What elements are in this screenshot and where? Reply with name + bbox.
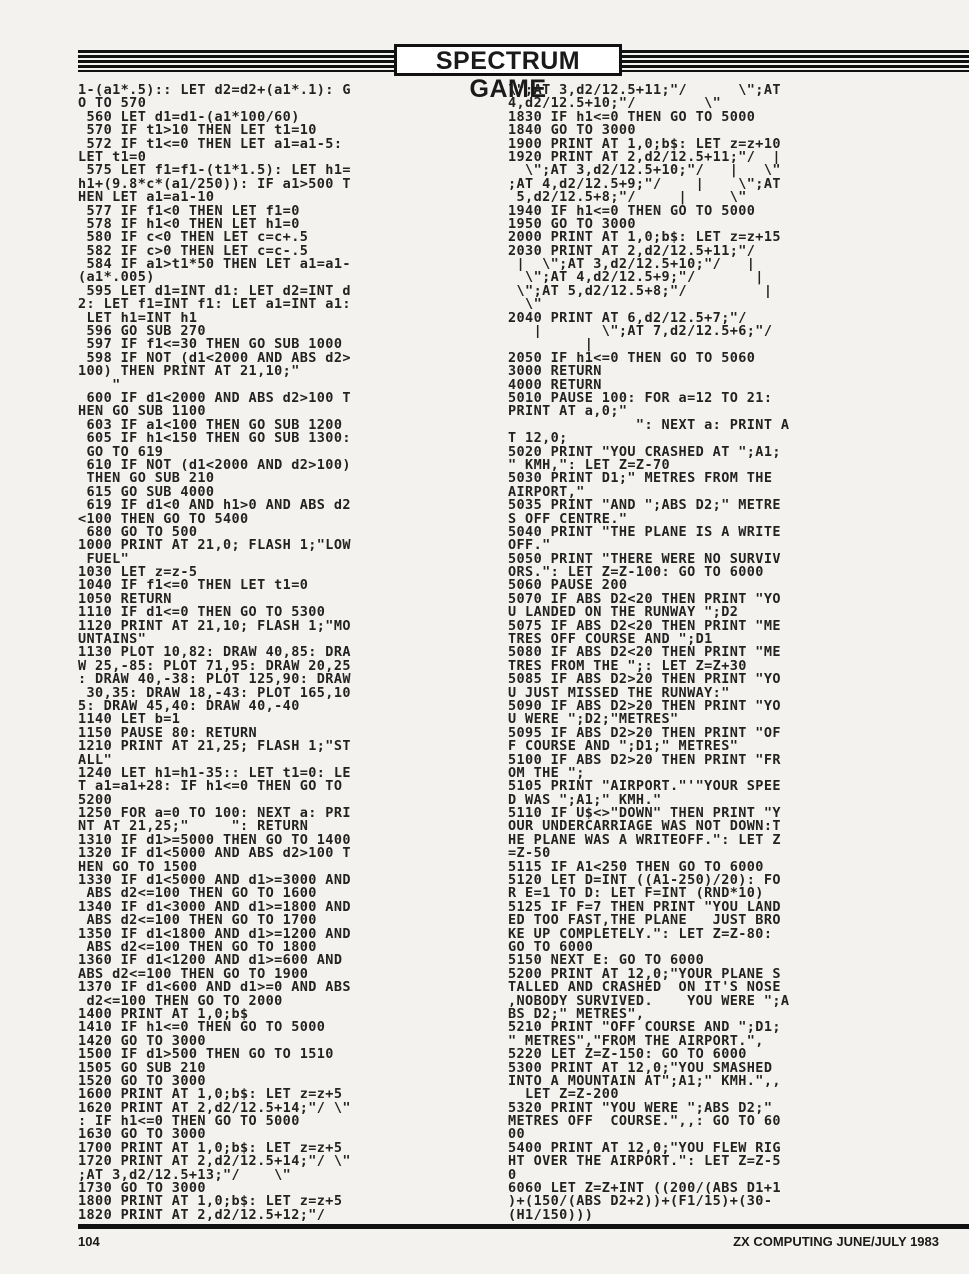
listing-line: TALLED AND CRASHED ON IT'S NOSE	[508, 981, 781, 995]
listing-line: 5120 LET D=INT ((A1-250)/20): FO	[508, 874, 781, 888]
listing-line: 1950 GO TO 3000	[508, 217, 636, 232]
listing-line: ": NEXT a: PRINT A	[508, 418, 790, 433]
listing-line: OM THE ";	[508, 766, 585, 781]
listing-line: 1370 IF d1<600 AND d1>=0 AND ABS	[78, 981, 351, 995]
listing-line: 580 IF c<0 THEN LET c=c+.5	[78, 231, 309, 245]
listing-line: 575 LET f1=f1-(t1*1.5): LET h1=	[78, 164, 351, 178]
listing-line: T 12,0;	[508, 432, 568, 446]
listing-line: ABS d2<=100 THEN GO TO 1800	[78, 941, 317, 955]
listing-line: 1140 LET b=1	[78, 713, 181, 727]
listing-line: OUR UNDERCARRIAGE WAS NOT DOWN:T	[508, 820, 781, 834]
listing-line: 600 IF d1<2000 AND ABS d2>100 T	[78, 391, 351, 406]
listing-line: 1330 IF d1<5000 AND d1>=3000 AND	[78, 874, 351, 888]
listing-line: ;AT 4,d2/12.5+9;"/ | \";AT	[508, 177, 781, 192]
listing-line: ;AT 3,d2/12.5+13;"/ \"	[78, 1168, 292, 1183]
listing-line: \";AT 3,d2/12.5+10;"/ | \"	[508, 164, 781, 178]
listing-line: \";AT 5,d2/12.5+8;"/ |	[508, 284, 773, 299]
listing-line: ALL"	[78, 753, 113, 767]
listing-line: BS D2;" METRES",	[508, 1007, 645, 1022]
listing-line: 5085 IF ABS D2>20 THEN PRINT "YO	[508, 673, 781, 687]
listing-line: 1505 GO SUB 210	[78, 1061, 206, 1075]
listing-line: ORS.": LET Z=Z-100: GO TO 6000	[508, 566, 764, 580]
listing-line: NT AT 21,25;" ": RETURN	[78, 820, 309, 834]
listing-line: |	[508, 338, 594, 352]
listing-line: 1210 PRINT AT 21,25; FLASH 1;"ST	[78, 740, 351, 754]
listing-line: HE PLANE WAS A WRITEOFF.": LET Z	[508, 833, 781, 848]
listing-line: UNTAINS"	[78, 633, 147, 647]
listing-line: LET Z=Z-200	[508, 1088, 619, 1102]
listing-line: 610 IF NOT (d1<2000 AND d2>100)	[78, 458, 351, 473]
listing-line: 5400 PRINT AT 12,0;"YOU FLEW RIG	[508, 1141, 781, 1156]
listing-line: 1800 PRINT AT 1,0;b$: LET z=z+5	[78, 1195, 343, 1209]
listing-line: | \";AT 7,d2/12.5+6;"/	[508, 325, 773, 339]
listing-line: 1820 PRINT AT 2,d2/12.5+12;"/	[78, 1208, 326, 1223]
listing-line: 5105 PRINT "AIRPORT."'"YOUR SPEE	[508, 780, 781, 794]
listing-line: HEN GO SUB 1100	[78, 405, 206, 419]
listing-line: U LANDED ON THE RUNWAY ";D2	[508, 606, 739, 620]
listing-line: ABS d2<=100 THEN GO TO 1600	[78, 887, 317, 901]
listing-line: F COURSE AND ";D1;" METRES"	[508, 740, 739, 754]
listing-line: THEN GO SUB 210	[78, 472, 215, 486]
listing-line: 2000 PRINT AT 1,0;b$: LET z=z+15	[508, 231, 781, 245]
listing-line: \";AT 3,d2/12.5+11;"/ \";AT	[508, 84, 781, 98]
listing-line: 5100 IF ABS D2>20 THEN PRINT "FR	[508, 753, 781, 767]
listing-line: 5035 PRINT "AND ";ABS D2;" METRE	[508, 499, 781, 513]
listing-line: 1720 PRINT AT 2,d2/12.5+14;"/ \"	[78, 1155, 351, 1169]
listing-line: 00	[508, 1128, 526, 1142]
listing-line: 1920 PRINT AT 2,d2/12.5+11;"/ |	[508, 150, 781, 165]
listing-line: TRES OFF COURSE AND ";D1	[508, 633, 713, 647]
listing-line: 5060 PAUSE 200	[508, 579, 628, 593]
listing-line: O TO 570	[78, 97, 147, 111]
listing-line: 5320 PRINT "YOU WERE ";ABS D2;"	[508, 1101, 773, 1116]
listing-line: 560 LET d1=d1-(a1*100/60)	[78, 110, 300, 125]
listing-line: METRES OFF COURSE.",,: GO TO 60	[508, 1115, 781, 1129]
listing-line: 615 GO SUB 4000	[78, 485, 215, 500]
listing-line: 1700 PRINT AT 1,0;b$: LET z=z+5	[78, 1141, 343, 1156]
listing-line: 2: LET f1=INT f1: LET a1=INT a1:	[78, 298, 351, 312]
listing-line: 5200	[78, 793, 113, 808]
listing-line: \";AT 4,d2/12.5+9;"/ |	[508, 271, 764, 285]
listing-line: 0	[508, 1168, 517, 1183]
listing-line: INTO A MOUNTAIN AT";A1;" KMH.",,	[508, 1074, 781, 1089]
listing-line: 1050 RETURN	[78, 592, 172, 607]
listing-line: FUEL"	[78, 552, 130, 567]
listing-line: 572 IF t1<=0 THEN LET a1=a1-5:	[78, 137, 343, 151]
section-title: SPECTRUM GAME	[394, 44, 622, 76]
listing-line: 5095 IF ABS D2>20 THEN PRINT "OF	[508, 726, 781, 741]
listing-line: 603 IF a1<100 THEN GO SUB 1200	[78, 418, 343, 433]
listing-line: 2050 IF h1<=0 THEN GO TO 5060	[508, 351, 756, 366]
listing-line: 1340 IF d1<3000 AND d1>=1800 AND	[78, 900, 351, 915]
listing-line: 595 LET d1=INT d1: LET d2=INT d	[78, 284, 351, 299]
listing-line: 578 IF h1<0 THEN LET h1=0	[78, 217, 300, 232]
listing-line: 1830 IF h1<=0 THEN GO TO 5000	[508, 110, 756, 125]
listing-line: 5040 PRINT "THE PLANE IS A WRITE	[508, 525, 781, 540]
listing-line: U WERE ";D2;"METRES"	[508, 713, 679, 727]
listing-line: ,NOBODY SURVIVED. YOU WERE ";A	[508, 994, 790, 1008]
listing-line: HT OVER THE AIRPORT.": LET Z=Z-5	[508, 1155, 781, 1169]
magazine-credit: ZX COMPUTING JUNE/JULY 1983	[733, 1234, 939, 1249]
listing-line: GO TO 6000	[508, 941, 594, 955]
listing-line: 570 IF t1>10 THEN LET t1=10	[78, 124, 317, 138]
listing-line: 680 GO TO 500	[78, 525, 198, 540]
listing-line: 4,d2/12.5+10;"/ \"	[508, 97, 722, 111]
listing-right-column	[508, 84, 948, 1222]
listing-line: 1320 IF d1<5000 AND ABS d2>100 T	[78, 847, 351, 861]
listing-line: 1030 LET z=z-5	[78, 566, 198, 580]
listing-line: : DRAW 40,-38: PLOT 125,90: DRAW	[78, 673, 351, 687]
listing-line: 1900 PRINT AT 1,0;b$: LET z=z+10	[508, 137, 781, 151]
listing-line: 5210 PRINT "OFF COURSE AND ";D1;	[508, 1021, 781, 1035]
listing-line: 2030 PRINT AT 2,d2/12.5+11;"/	[508, 244, 756, 259]
listing-line: 5150 NEXT E: GO TO 6000	[508, 954, 705, 968]
listing-line: OFF."	[508, 539, 551, 553]
listing-line: ED TOO FAST,THE PLANE JUST BRO	[508, 914, 781, 928]
listing-line: 5200 PRINT AT 12,0;"YOUR PLANE S	[508, 967, 781, 982]
listing-line: 5115 IF A1<250 THEN GO TO 6000	[508, 860, 764, 875]
listing-line: )+(150/(ABS D2+2))+(F1/15)+(30-	[508, 1195, 773, 1209]
listing-line: | \";AT 3,d2/12.5+10;"/ |	[508, 258, 756, 272]
listing-line: 5090 IF ABS D2>20 THEN PRINT "YO	[508, 699, 781, 714]
listing-line: (H1/150)))	[508, 1208, 594, 1223]
listing-line: 1310 IF d1>=5000 THEN GO TO 1400	[78, 833, 351, 848]
listing-line: " KMH,": LET Z=Z-70	[508, 458, 671, 473]
listing-line: 4000 RETURN	[508, 378, 602, 392]
listing-line: 5020 PRINT "YOU CRASHED AT ";A1;	[508, 445, 781, 459]
listing-line: 5080 IF ABS D2<20 THEN PRINT "ME	[508, 646, 781, 660]
listing-line: 582 IF c>0 THEN LET c=c-.5	[78, 244, 309, 259]
listing-line: 5010 PAUSE 100: FOR a=12 TO 21:	[508, 391, 773, 406]
listing-line: =Z-50	[508, 847, 551, 861]
listing-line: 3000 RETURN	[508, 365, 602, 379]
listing-line: U JUST MISSED THE RUNWAY:"	[508, 686, 730, 700]
page-number: 104	[78, 1234, 100, 1249]
listing-line: 1040 IF f1<=0 THEN LET t1=0	[78, 579, 309, 593]
listing-line: 1000 PRINT AT 21,0; FLASH 1;"LOW	[78, 539, 351, 553]
listing-line: 584 IF a1>t1*50 THEN LET a1=a1-	[78, 258, 351, 272]
listing-line: 5070 IF ABS D2<20 THEN PRINT "YO	[508, 592, 781, 607]
listing-line: " METRES","FROM THE AIRPORT.",	[508, 1034, 764, 1049]
listing-line: 1500 IF d1>500 THEN GO TO 1510	[78, 1048, 334, 1062]
listing-line: 1130 PLOT 10,82: DRAW 40,85: DRA	[78, 646, 351, 660]
listing-line: GO TO 619	[78, 445, 164, 459]
listing-line: PRINT AT a,0;"	[508, 405, 628, 419]
listing-line: 1250 FOR a=0 TO 100: NEXT a: PRI	[78, 807, 351, 821]
listing-line: 596 GO SUB 270	[78, 325, 206, 339]
listing-line: 100) THEN PRINT AT 21,10;"	[78, 365, 300, 379]
listing-line: "	[78, 378, 121, 392]
listing-line: 577 IF f1<0 THEN LET f1=0	[78, 204, 300, 218]
listing-line: 1150 PAUSE 80: RETURN	[78, 726, 258, 741]
listing-line: 1400 PRINT AT 1,0;b$	[78, 1007, 249, 1022]
listing-line: 597 IF f1<=30 THEN GO SUB 1000	[78, 338, 343, 352]
listing-line: HEN GO TO 1500	[78, 860, 198, 875]
listing-line: 5030 PRINT D1;" METRES FROM THE	[508, 472, 773, 486]
listing-line: 6060 LET Z=Z+INT ((200/(ABS D1+1	[508, 1182, 781, 1196]
listing-line: 5: DRAW 45,40: DRAW 40,-40	[78, 699, 300, 714]
listing-line: 598 IF NOT (d1<2000 AND ABS d2>	[78, 351, 351, 366]
listing-line: ABS d2<=100 THEN GO TO 1700	[78, 914, 317, 928]
listing-line: 1520 GO TO 3000	[78, 1074, 206, 1089]
listing-line: 619 IF d1<0 AND h1>0 AND ABS d2	[78, 499, 351, 513]
listing-line: 1940 IF h1<=0 THEN GO TO 5000	[508, 204, 756, 218]
listing-line: 1840 GO TO 3000	[508, 124, 636, 138]
listing-line: TRES FROM THE ";: LET Z=Z+30	[508, 659, 747, 674]
listing-line: 5220 LET Z=Z-150: GO TO 6000	[508, 1048, 747, 1062]
listing-line: KE UP COMPLETELY.": LET Z=Z-80:	[508, 927, 773, 941]
listing-line: 5075 IF ABS D2<20 THEN PRINT "ME	[508, 619, 781, 634]
listing-line: 5050 PRINT "THERE WERE NO SURVIV	[508, 552, 781, 567]
listing-line: T a1=a1+28: IF h1<=0 THEN GO TO	[78, 780, 343, 794]
listing-line: LET t1=0	[78, 150, 147, 165]
listing-line: 5110 IF U$<>"DOWN" THEN PRINT "Y	[508, 807, 781, 821]
listing-line: D WAS ";A1;" KMH."	[508, 793, 662, 808]
listing-line: 5125 IF F=7 THEN PRINT "YOU LAND	[508, 900, 781, 915]
listing-line: 1350 IF d1<1800 AND d1>=1200 AND	[78, 927, 351, 941]
footer-rule	[78, 1224, 969, 1229]
listing-line: 30,35: DRAW 18,-43: PLOT 165,10	[78, 686, 351, 700]
listing-line: 1-(a1*.5):: LET d2=d2+(a1*.1): G	[78, 84, 351, 98]
listing-line: 1420 GO TO 3000	[78, 1034, 206, 1049]
listing-line: R E=1 TO D: LET F=INT (RND*10)	[508, 887, 764, 901]
listing-line: (a1*.005)	[78, 271, 155, 285]
listing-line: 2040 PRINT AT 6,d2/12.5+7;"/	[508, 311, 747, 326]
listing-line: 1730 GO TO 3000	[78, 1182, 206, 1196]
listing-line: 5300 PRINT AT 12,0;"YOU SMASHED	[508, 1061, 773, 1075]
listing-line: <100 THEN GO TO 5400	[78, 512, 249, 526]
listing-line: 1620 PRINT AT 2,d2/12.5+14;"/ \"	[78, 1101, 351, 1116]
listing-line: 1600 PRINT AT 1,0;b$: LET z=z+5	[78, 1088, 343, 1102]
listing-line: 1240 LET h1=h1-35:: LET t1=0: LE	[78, 766, 351, 781]
listing-line: S OFF CENTRE."	[508, 512, 628, 526]
listing-line: 605 IF h1<150 THEN GO SUB 1300:	[78, 432, 351, 446]
listing-line: W 25,-85: PLOT 71,95: DRAW 20,25	[78, 659, 351, 674]
listing-line: 1410 IF h1<=0 THEN GO TO 5000	[78, 1021, 326, 1035]
listing-left-column	[78, 84, 478, 1222]
listing-line: LET h1=INT h1	[78, 311, 198, 326]
listing-line: 1120 PRINT AT 21,10; FLASH 1;"MO	[78, 619, 351, 634]
listing-line: 1110 IF d1<=0 THEN GO TO 5300	[78, 606, 326, 620]
listing-line: : IF h1<=0 THEN GO TO 5000	[78, 1115, 300, 1129]
listing-line: \"	[508, 298, 543, 312]
listing-line: 1360 IF d1<1200 AND d1>=600 AND	[78, 954, 343, 968]
listing-line: 5,d2/12.5+8;"/ | \"	[508, 191, 747, 205]
listing-line: HEN LET a1=a1-10	[78, 191, 215, 205]
listing-line: h1+(9.8*c*(a1/250)): IF a1>500 T	[78, 177, 351, 192]
listing-line: d2<=100 THEN GO TO 2000	[78, 994, 283, 1008]
listing-line: 1630 GO TO 3000	[78, 1128, 206, 1142]
listing-line: ABS d2<=100 THEN GO TO 1900	[78, 967, 309, 982]
listing-line: AIRPORT,"	[508, 485, 585, 500]
